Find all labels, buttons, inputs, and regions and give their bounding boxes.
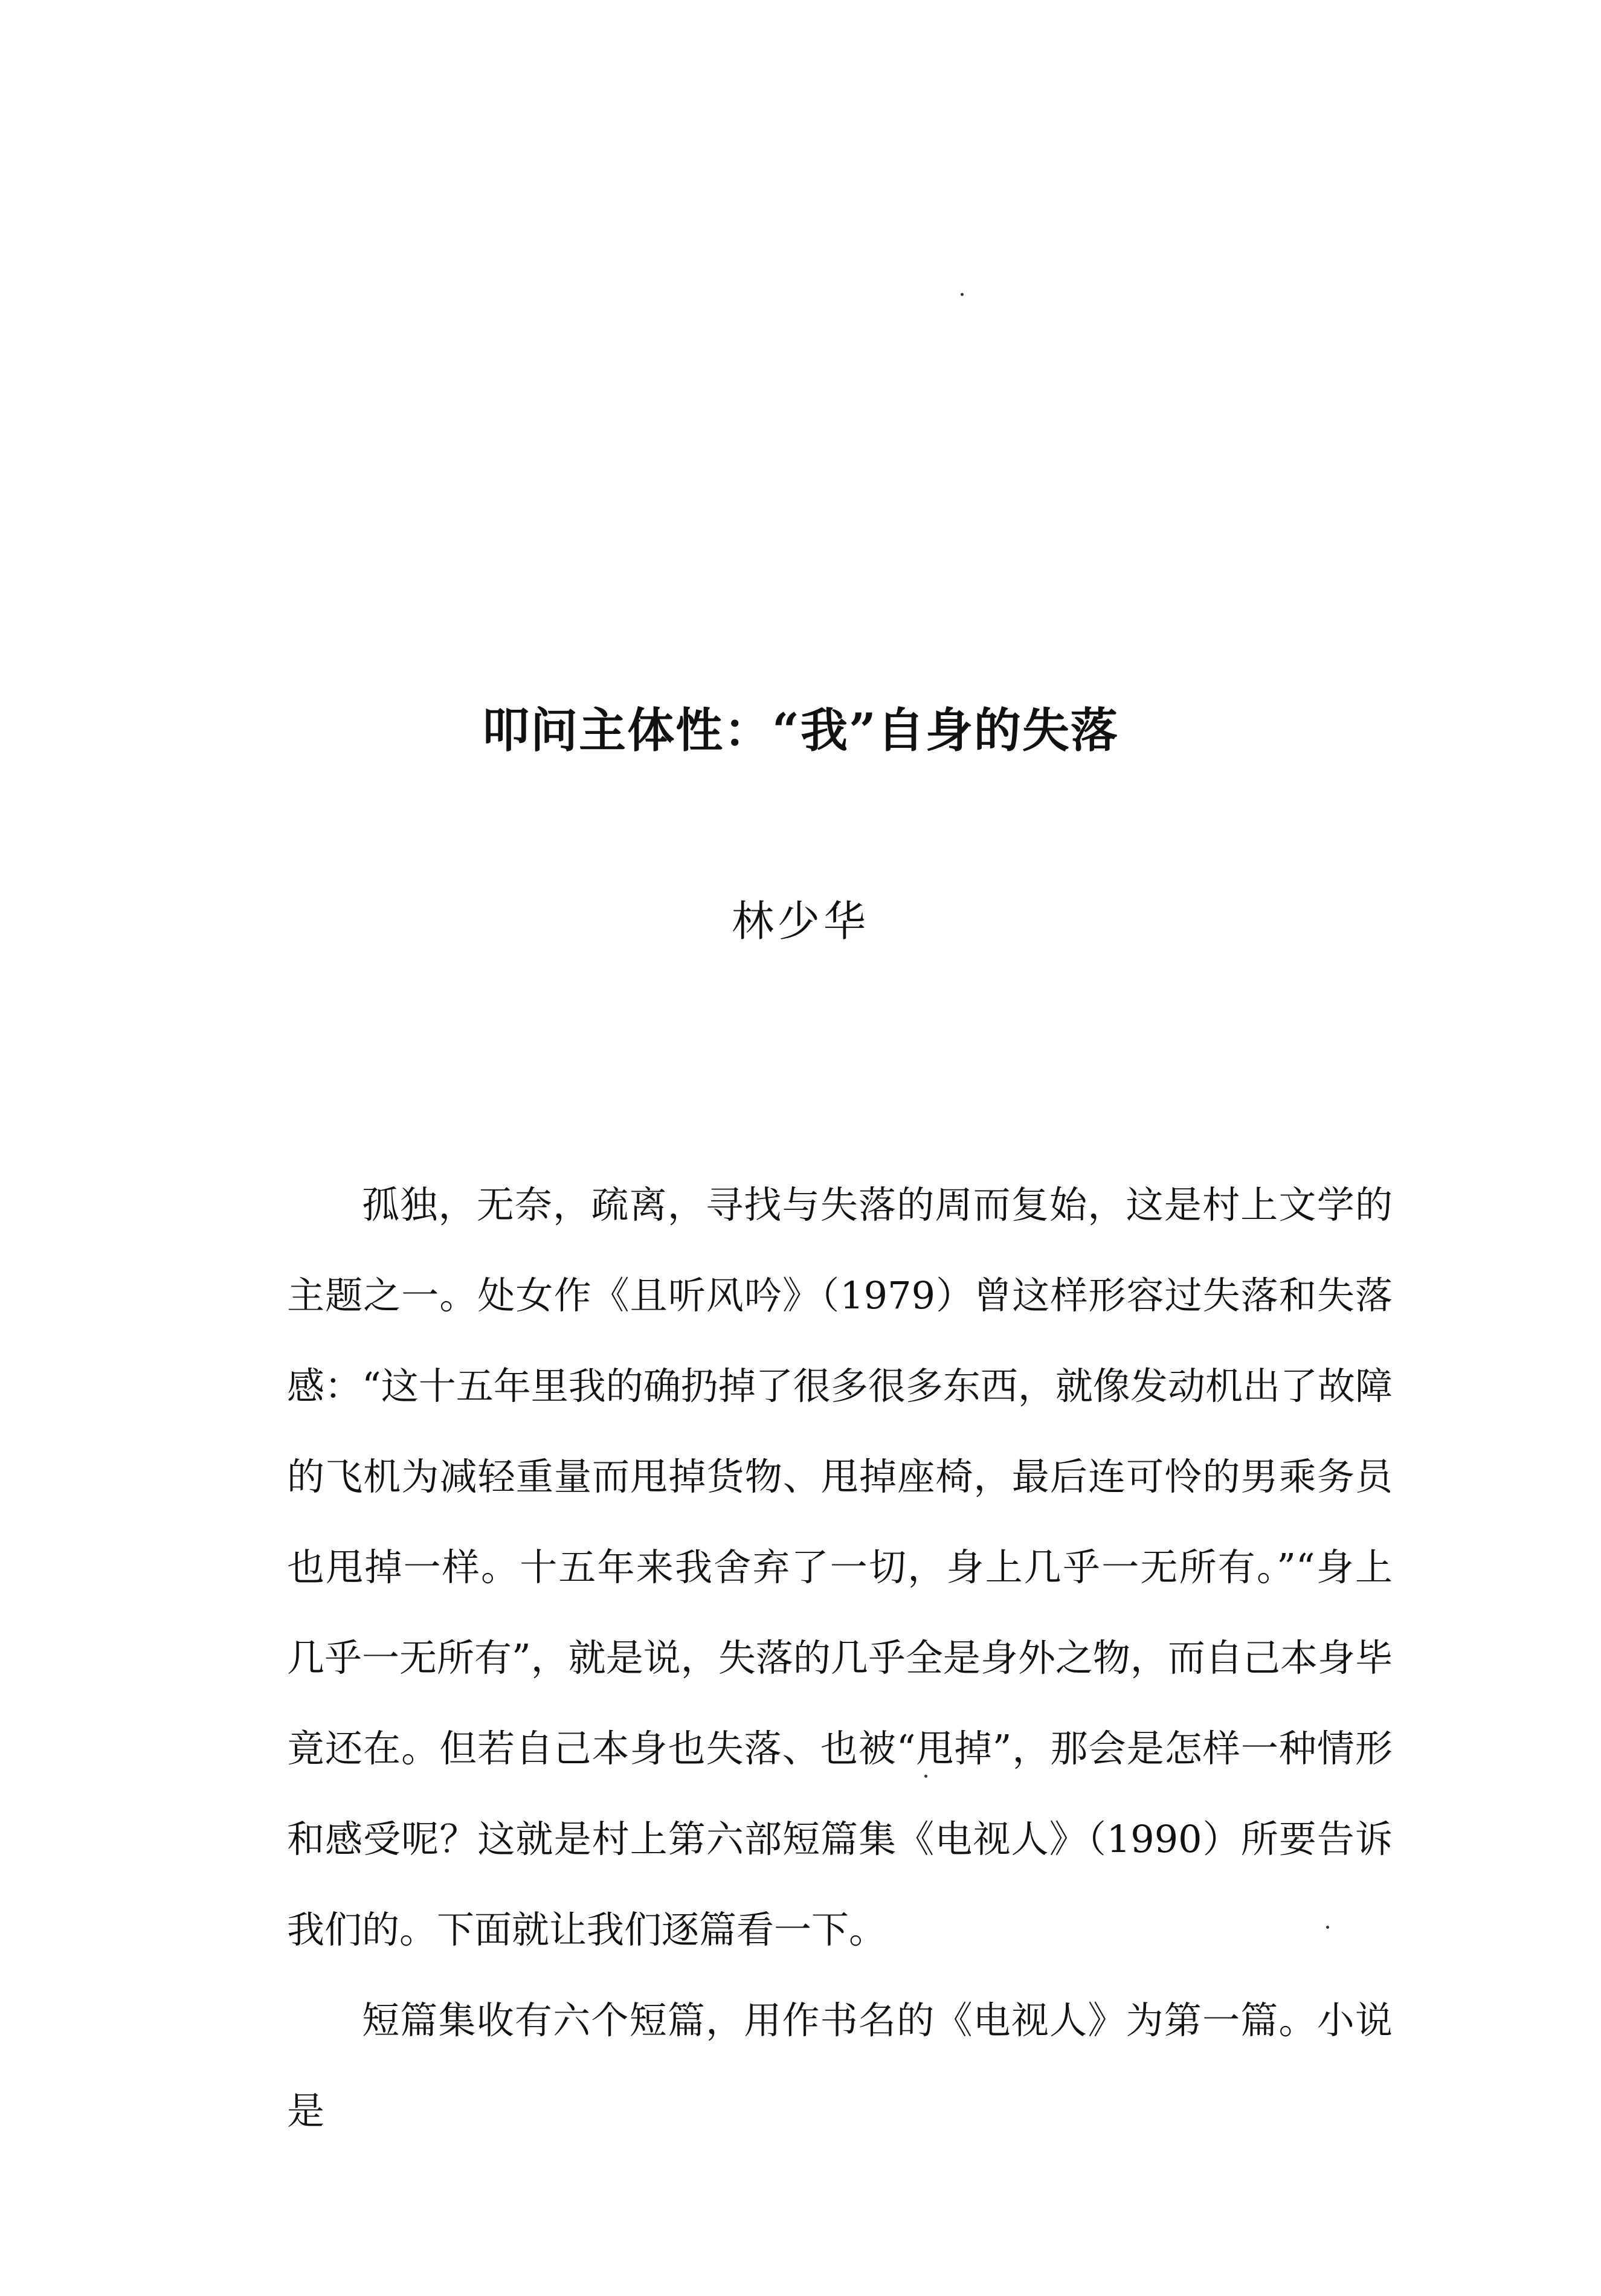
author-name: 林少华: [732, 896, 869, 946]
body-paragraph: 短篇集收有六个短篇，用作书名的《电视人》为第一篇。小说是: [287, 1998, 1393, 2133]
body-paragraph: 孤独，无奈，疏离，寻找与失落的周而复始，这是村上文学的主题之一。处女作《且听风吟》（1979）曾这样形容过失落和失落感：“这十五年里我的确扔掉了很多很多东西，就像发动机出了故障的飞机为减轻重量而甩掉货物、甩掉座椅，最后连可怜的男乘务员也甩掉一样。十五年来我舍弃了一切，身上几乎一无所有。”“身上几乎一无所有”，就是说，失落的几乎全是身外之物，而自己本身毕竟还在。但若自己本身也失落、也被“甩掉”，那会是怎样一种情形和感受呢？这就是村上第六部短篇集《电视人》（1990）所要告诉我们的。下面就让我们逐篇看一下。: [287, 1183, 1393, 1952]
scan-speck: [961, 293, 964, 296]
article-title: 叩问主体性：“我”自身的失落: [482, 703, 1119, 758]
article-body: [287, 1160, 1393, 2156]
